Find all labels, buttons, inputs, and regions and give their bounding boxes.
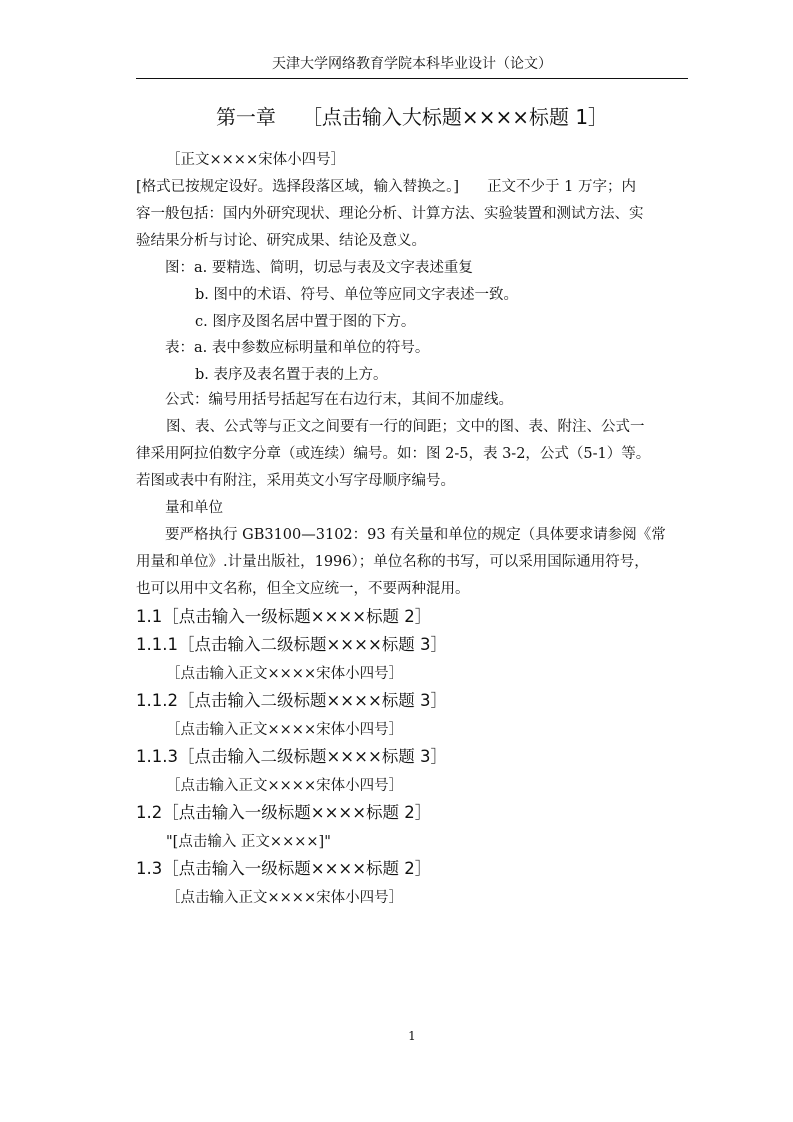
heading-1-1-2: 1.1.2［点击输入二级标题××××标题 3］ (136, 691, 448, 710)
units-title: 量和单位 (165, 500, 223, 516)
page-number: 1 (408, 1029, 416, 1043)
chapter-heading: ［点击输入大标题××××标题 1］ (301, 105, 609, 129)
heading-1-3: 1.3［点击输入一级标题××××标题 2］ (136, 859, 432, 878)
paragraph-line: 图、表、公式等与正文之间要有一行的间距；文中的图、表、附注、公式一 (166, 419, 645, 435)
table-rule-b: b. 表序及表名置于表的上方。 (195, 367, 388, 383)
heading-1-1-1: 1.1.1［点击输入二级标题××××标题 3］ (136, 635, 448, 654)
heading-1-1-3: 1.1.3［点击输入二级标题××××标题 3］ (136, 747, 448, 766)
header-rule (136, 78, 688, 79)
paragraph-line: 容一般包括：国内外研究现状、理论分析、计算方法、实验装置和测试方法、实 (136, 206, 644, 222)
heading-1-1: 1.1［点击输入一级标题××××标题 2］ (136, 607, 432, 626)
section-placeholder: ［点击输入正文××××宋体小四号］ (166, 722, 404, 738)
section-placeholder: ［点击输入正文××××宋体小四号］ (166, 890, 404, 906)
body-placeholder: ［正文××××宋体小四号］ (166, 152, 346, 168)
word-count-note: 正文不少于 1 万字；内 (487, 179, 637, 195)
chapter-title (136, 104, 688, 130)
paragraph-line: 要严格执行 GB3100—3102：93 有关量和单位的规定（具体要求请参阅《常 (165, 527, 666, 543)
paragraph-line: 也可以用中文名称，但全文应统一，不要两种混用。 (136, 581, 470, 597)
figure-rule-c: c. 图序及图名居中置于图的下方。 (195, 314, 416, 330)
table-rule-a: 表：a. 表中参数应标明量和单位的符号。 (165, 340, 430, 356)
section-placeholder: "[点击输入 正文××××]" (166, 834, 331, 850)
figure-rule-a: 图：a. 要精选、简明，切忌与表及文字表述重复 (165, 260, 473, 276)
section-placeholder: ［点击输入正文××××宋体小四号］ (166, 666, 404, 682)
page-header: 天津大学网络教育学院本科毕业设计（论文） (272, 56, 552, 72)
paragraph-line: 律采用阿拉伯数字分章（或连续）编号。如：图 2-5，表 3-2，公式（5-1）等。 (136, 446, 651, 462)
formula-rule: 公式：编号用括号括起写在右边行末，其间不加虚线。 (165, 392, 513, 408)
figure-rule-b: b. 图中的术语、符号、单位等应同文字表述一致。 (195, 287, 518, 303)
paragraph-line: 若图或表中有附注，采用英文小写字母顺序编号。 (136, 473, 455, 489)
heading-1-2: 1.2［点击输入一级标题××××标题 2］ (136, 803, 432, 822)
paragraph-line: 用量和单位》.计量出版社，1996）；单位名称的书写，可以采用国际通用符号， (136, 554, 649, 570)
paragraph-line: 验结果分析与讨论、研究成果、结论及意义。 (136, 233, 426, 249)
format-note: [格式已按规定设好。选择段落区域，输入替换之。] (136, 179, 460, 195)
paragraph-line (136, 177, 688, 197)
section-placeholder: ［点击输入正文××××宋体小四号］ (166, 778, 404, 794)
chapter-number: 第一章 (215, 105, 276, 129)
